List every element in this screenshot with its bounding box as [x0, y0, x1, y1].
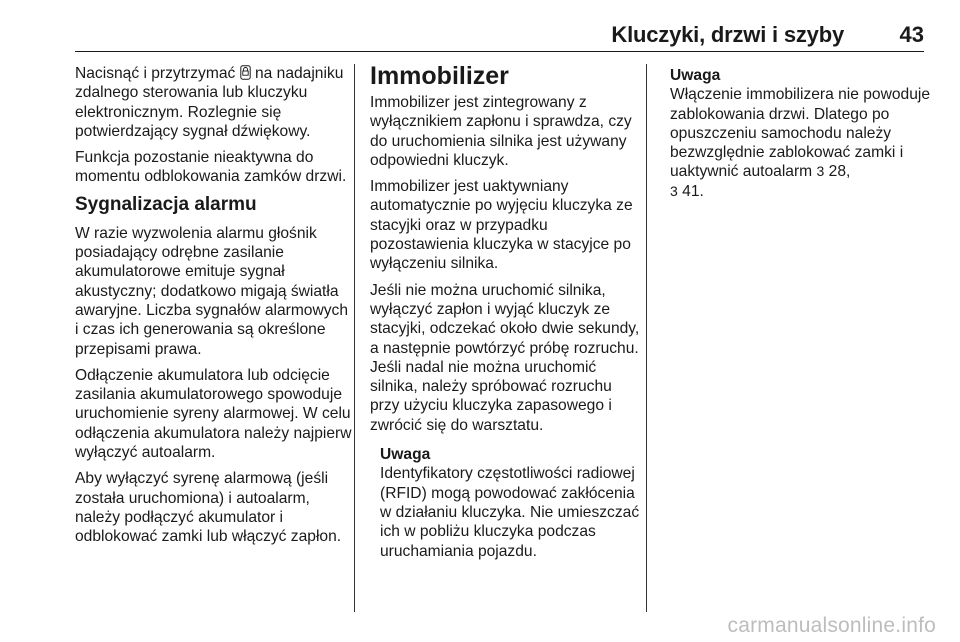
header-rule: [75, 51, 924, 52]
cross-reference-arrow-icon: 3: [670, 182, 678, 199]
watermark: carmanualsonline.info: [727, 614, 936, 637]
note-text: Identyfikatory częstotliwości radiowej (RFID) mogą powodować zakłócenia w działaniu kluczyka. Nie umieszczać ich w pobliżu kluczyka podczas uruchamiania pojazdu.: [380, 465, 640, 560]
note-title: Uwaga: [380, 446, 431, 464]
column-middle: [370, 64, 640, 561]
lock-button-icon: [240, 65, 251, 81]
paragraph-engine-start-failure: Jeśli nie można uruchomić silnika, wyłączyć zapłon i wyjąć kluczyk ze stacyjki, odczekać około dwie sekundy, a następnie powtórzyć próbę rozruchu. Jeśli nadal nie można uruchomić silnika, należy spróbować rozruchu przy użyciu kluczyka zapasowego i zwrócić się do warsztatu.: [370, 281, 640, 434]
page-reference-link[interactable]: 28,: [828, 163, 851, 181]
paragraph-inactive-function: Funkcja pozostanie nieaktywna do momentu odblokowania zamków drzwi.: [75, 149, 347, 186]
note-rfid: [380, 445, 640, 561]
note-title: Uwaga: [670, 67, 721, 84]
page-number: 43: [899, 22, 924, 47]
paragraph-siren-off: Aby wyłączyć syrenę alarmową (jeśli została uruchomiona) i autoalarm, należy podłączyć akumulator i odblokować zamki lub włączyć zapłon.: [75, 470, 342, 546]
note-text-block: [670, 85, 932, 201]
paragraph-immobilizer-intro: Immobilizer jest zintegrowany z wyłącznikiem zapłonu i sprawdza, czy do uruchomienia silnika jest używany odpowiedni kluczyk.: [370, 94, 632, 169]
paragraph-lock-instruction: [75, 64, 353, 141]
column-left: [75, 64, 353, 554]
cross-reference-arrow-icon: 3: [816, 163, 825, 180]
column-right: [670, 64, 932, 201]
paragraph-battery-disconnect: Odłączenie akumulatora lub odcięcie zasilania akumulatorowego spowoduje uruchomienie syreny alarmowej. W celu odłączenia akumulatora należy najpierw wyłączyć autoalarm.: [75, 366, 352, 462]
note-text: Włączenie immobilizera nie powoduje zablokowania drzwi. Dlatego po opuszczeniu samochodu należy bezwzględnie zablokować zamki i uaktywnić autoalarm: [670, 86, 931, 181]
section-heading-alarm: Sygnalizacja alarmu: [75, 193, 257, 215]
section-heading-immobilizer: Immobilizer: [370, 62, 509, 90]
paragraph-text: Nacisnąć i przytrzymać: [75, 65, 240, 82]
column-divider-left: [354, 64, 355, 612]
page-header-title: Kluczyki, drzwi i szyby: [611, 22, 844, 47]
paragraph-immobilizer-activation: Immobilizer jest uaktywniany automatycznie po wyjęciu kluczyka ze stacyjki oraz w przypadku pozostawienia kluczyka w stacyjce po wyłączeniu silnika.: [370, 178, 633, 273]
paragraph-alarm-signal: W razie wyzwolenia alarmu głośnik posiadający odrębne zasilanie akumulatorowe emituje sygnał akustyczny; dodatkowo migają światła awaryjne. Liczba sygnałów alarmowych i czas ich generowania są określone przepisami prawa.: [75, 224, 349, 358]
page-reference-link[interactable]: 41.: [682, 182, 704, 200]
column-divider-right: [646, 64, 647, 612]
note-immobilizer-doors: [670, 66, 932, 201]
paragraph-text: na nadajniku zdalnego sterowania lub kluczyku elektronicznym. Rozlegnie się potwierdzający sygnał dźwiękowy.: [75, 65, 344, 140]
